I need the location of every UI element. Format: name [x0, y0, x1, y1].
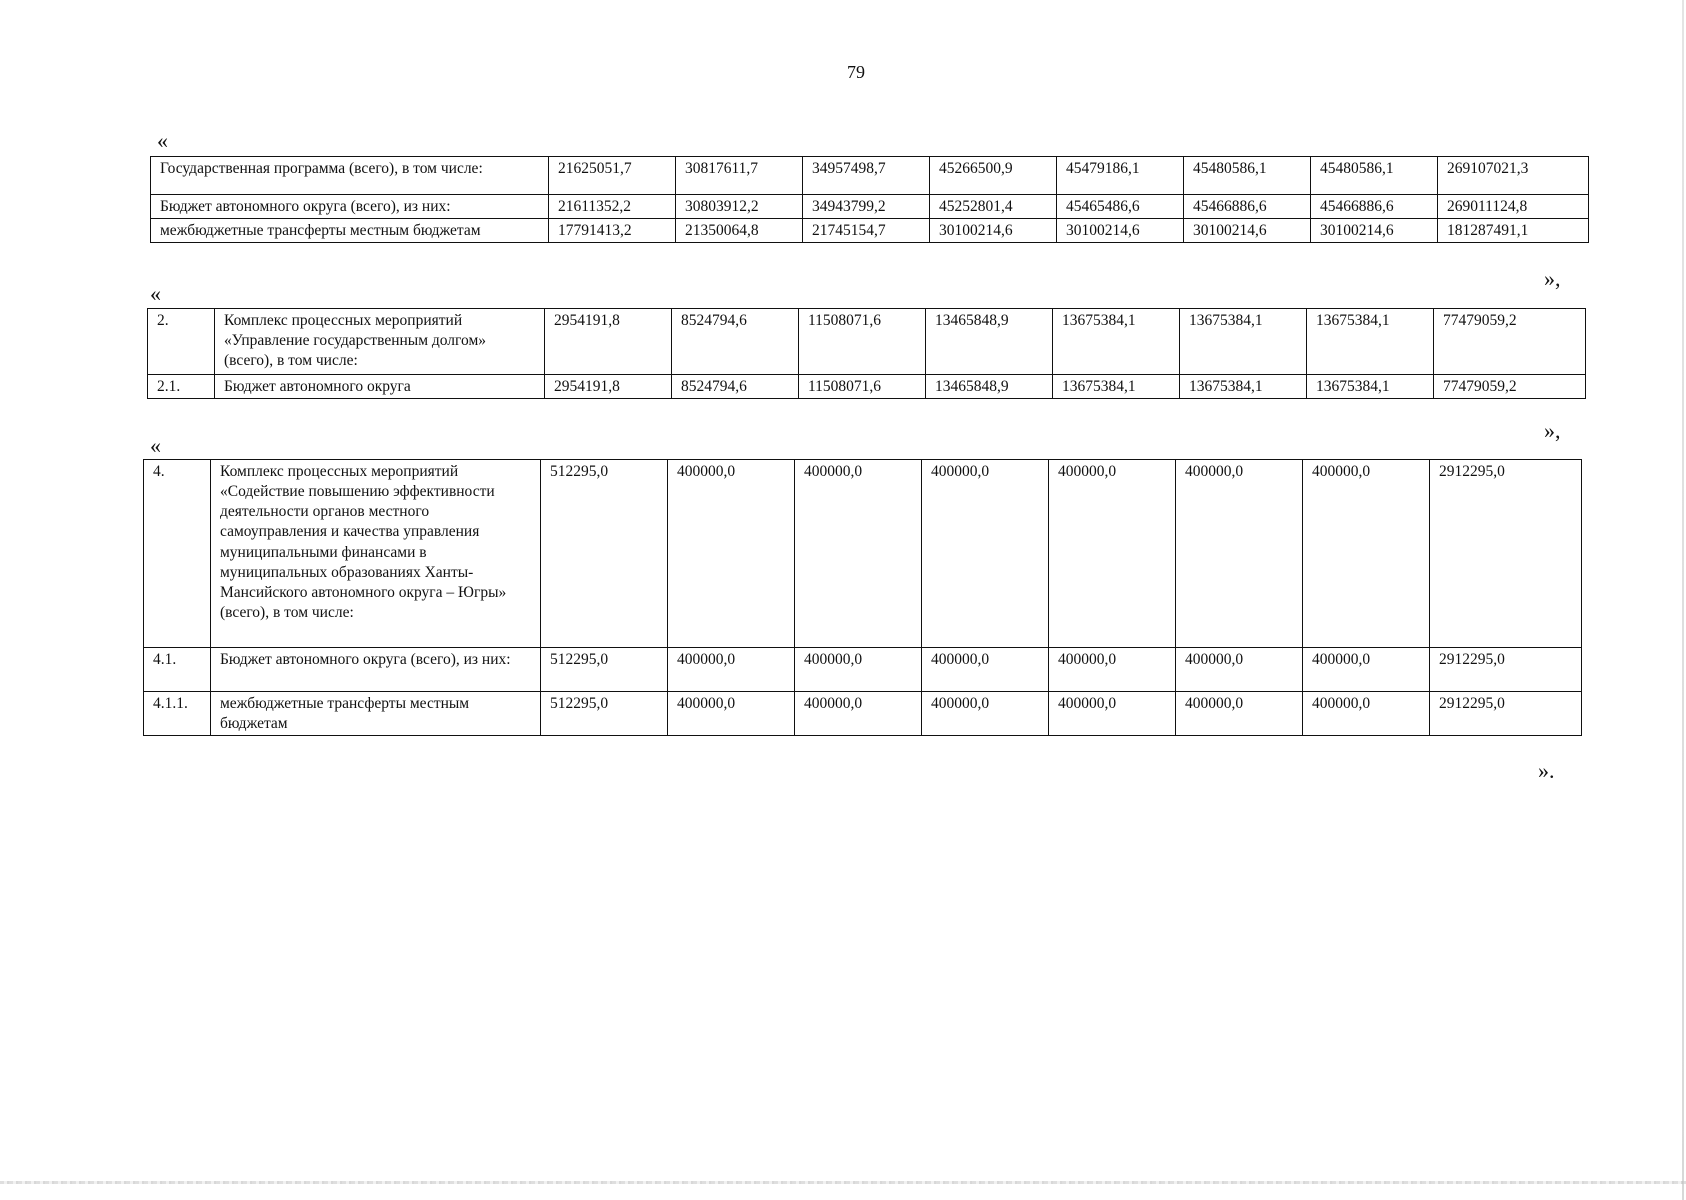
debt-management-table [147, 308, 1586, 399]
total-cell: 2912295,0 [1430, 692, 1582, 736]
closing-quote: ». [1538, 758, 1555, 783]
value-cell: 400000,0 [1049, 648, 1176, 692]
total-cell: 2912295,0 [1430, 648, 1582, 692]
value-cell: 400000,0 [922, 648, 1049, 692]
value-cell: 11508071,6 [799, 309, 926, 375]
table-row [151, 195, 1589, 219]
value-cell: 30100214,6 [1184, 219, 1311, 243]
value-cell: 30100214,6 [1311, 219, 1438, 243]
scan-edge [0, 1181, 1686, 1184]
value-cell: 400000,0 [922, 460, 1049, 648]
value-cell: 8524794,6 [672, 309, 799, 375]
value-cell: 30803912,2 [676, 195, 803, 219]
value-cell: 21745154,7 [803, 219, 930, 243]
value-cell: 400000,0 [1176, 460, 1303, 648]
row-label: межбюджетные трансферты местным бюджетам [151, 219, 549, 243]
table-row [144, 460, 1582, 648]
total-cell: 77479059,2 [1434, 375, 1586, 399]
total-cell: 269011124,8 [1438, 195, 1589, 219]
table-row [148, 375, 1586, 399]
value-cell: 13675384,1 [1307, 309, 1434, 375]
value-cell: 8524794,6 [672, 375, 799, 399]
value-cell: 21350064,8 [676, 219, 803, 243]
total-cell: 181287491,1 [1438, 219, 1589, 243]
value-cell: 21611352,2 [549, 195, 676, 219]
page-number: 79 [847, 62, 865, 82]
value-cell: 400000,0 [1303, 460, 1430, 648]
municipal-finance-table [143, 459, 1582, 736]
value-cell: 30100214,6 [1057, 219, 1184, 243]
value-cell: 400000,0 [795, 648, 922, 692]
total-cell: 77479059,2 [1434, 309, 1586, 375]
value-cell: 45465486,6 [1057, 195, 1184, 219]
value-cell: 13675384,1 [1307, 375, 1434, 399]
value-cell: 13675384,1 [1053, 309, 1180, 375]
value-cell: 45480586,1 [1184, 157, 1311, 195]
value-cell: 512295,0 [541, 460, 668, 648]
value-cell: 400000,0 [1049, 692, 1176, 736]
value-cell: 2954191,8 [545, 309, 672, 375]
value-cell: 21625051,7 [549, 157, 676, 195]
row-label: Бюджет автономного округа [215, 375, 545, 399]
table-row [151, 219, 1589, 243]
row-label: межбюджетные трансферты местным бюджетам [211, 692, 541, 736]
value-cell: 30817611,7 [676, 157, 803, 195]
row-number: 2.1. [148, 375, 215, 399]
opening-quote: « [150, 433, 161, 458]
row-label: Комплекс процессных мероприятий «Управление государственным долгом» (всего), в том числе: [215, 309, 545, 375]
opening-quote: « [150, 281, 161, 306]
row-label: Бюджет автономного округа (всего), из них: [211, 648, 541, 692]
value-cell: 13465848,9 [926, 375, 1053, 399]
value-cell: 45466886,6 [1184, 195, 1311, 219]
value-cell: 2954191,8 [545, 375, 672, 399]
opening-quote: « [157, 128, 168, 153]
value-cell: 400000,0 [1049, 460, 1176, 648]
closing-quote: », [1544, 266, 1561, 291]
value-cell: 512295,0 [541, 648, 668, 692]
row-label: Бюджет автономного округа (всего), из них: [151, 195, 549, 219]
scan-edge [1682, 0, 1684, 1200]
row-number: 2. [148, 309, 215, 375]
value-cell: 13675384,1 [1053, 375, 1180, 399]
value-cell: 512295,0 [541, 692, 668, 736]
value-cell: 34943799,2 [803, 195, 930, 219]
value-cell: 400000,0 [1303, 648, 1430, 692]
table-row [144, 692, 1582, 736]
value-cell: 45266500,9 [930, 157, 1057, 195]
value-cell: 400000,0 [668, 460, 795, 648]
value-cell: 400000,0 [1303, 692, 1430, 736]
row-label: Комплекс процессных мероприятий «Содействие повышению эффективности деятельности органов местного самоуправления и качества управления муниципальными финансами в муниципальных образованиях Ханты-Мансийского автономного округа – Югры» (всего), в том числе: [211, 460, 541, 648]
value-cell: 400000,0 [668, 692, 795, 736]
table-row [144, 648, 1582, 692]
value-cell: 400000,0 [1176, 692, 1303, 736]
total-cell: 2912295,0 [1430, 460, 1582, 648]
row-number: 4.1. [144, 648, 211, 692]
value-cell: 45479186,1 [1057, 157, 1184, 195]
closing-quote: », [1544, 418, 1561, 443]
table-row [151, 157, 1589, 195]
value-cell: 34957498,7 [803, 157, 930, 195]
value-cell: 45252801,4 [930, 195, 1057, 219]
value-cell: 400000,0 [795, 460, 922, 648]
value-cell: 13675384,1 [1180, 375, 1307, 399]
value-cell: 45480586,1 [1311, 157, 1438, 195]
row-label: Государственная программа (всего), в том числе: [151, 157, 549, 195]
value-cell: 400000,0 [668, 648, 795, 692]
value-cell: 400000,0 [1176, 648, 1303, 692]
program-summary-table [150, 156, 1589, 243]
total-cell: 269107021,3 [1438, 157, 1589, 195]
row-number: 4. [144, 460, 211, 648]
row-number: 4.1.1. [144, 692, 211, 736]
value-cell: 17791413,2 [549, 219, 676, 243]
value-cell: 13675384,1 [1180, 309, 1307, 375]
value-cell: 400000,0 [795, 692, 922, 736]
value-cell: 11508071,6 [799, 375, 926, 399]
table-row [148, 309, 1586, 375]
value-cell: 400000,0 [922, 692, 1049, 736]
value-cell: 30100214,6 [930, 219, 1057, 243]
value-cell: 13465848,9 [926, 309, 1053, 375]
value-cell: 45466886,6 [1311, 195, 1438, 219]
